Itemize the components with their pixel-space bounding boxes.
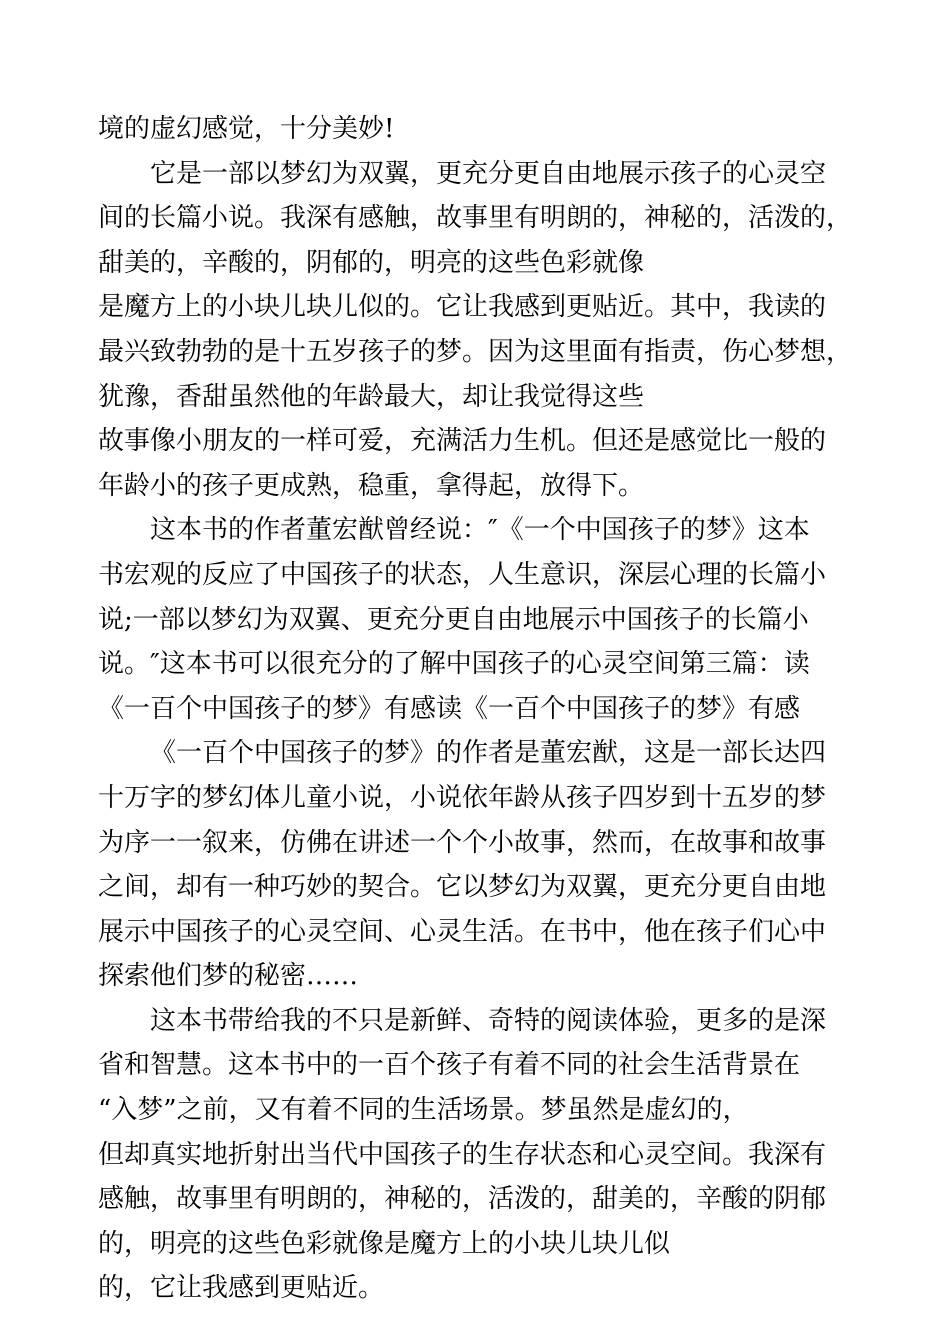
text-line: “入梦”之前，又有着不同的生活场景。梦虽然是虚幻的， (98, 1095, 749, 1126)
text-line: 说。″这本书可以很充分的了解中国孩子的心灵空间第三篇：读 (98, 649, 810, 680)
text-line: 故事像小朋友的一样可爱，充满活力生机。但还是感觉比一般的 (98, 426, 827, 457)
text-line: 之间，却有一种巧妙的契合。它以梦幻为双翼，更充分更自由地 (98, 872, 827, 903)
text-line: 境的虚幻感觉，十分美妙! (98, 114, 395, 144)
text-line: 探索他们梦的秘密…… (98, 961, 359, 992)
text-line: 说;一部以梦幻为双翼、更充分更自由地展示中国孩子的长篇小 (98, 604, 809, 635)
text-line: 省和智慧。这本书中的一百个孩子有着不同的社会生活背景在 (98, 1050, 801, 1081)
text-line: 十万字的梦幻体儿童小说，小说依年龄从孩子四岁到十五岁的梦 (98, 782, 827, 813)
text-line: 《一百个中国孩子的梦》有感读《一百个中国孩子的梦》有感 (98, 693, 801, 724)
text-line: 犹豫，香甜虽然他的年龄最大，却让我觉得这些 (98, 381, 645, 412)
text-line: 的，明亮的这些色彩就像是魔方上的小块儿块儿似 (98, 1228, 671, 1259)
text-line: 是魔方上的小块儿块儿似的。它让我感到更贴近。其中，我读的 (98, 292, 827, 323)
text-line: 最兴致勃勃的是十五岁孩子的梦。因为这里面有指责，伤心梦想， (98, 336, 853, 367)
text-line: 这本书的作者董宏猷曾经说：″《一个中国孩子的梦》这本 (150, 515, 810, 546)
text-line: 这本书带给我的不只是新鲜、奇特的阅读体验，更多的是深 (150, 1005, 827, 1036)
text-line: 为序一一叙来，仿佛在讲述一个个小故事，然而，在故事和故事 (98, 827, 827, 858)
text-line: 的，它让我感到更贴近。 (98, 1273, 385, 1304)
text-line: 《一百个中国孩子的梦》的作者是董宏猷，这是一部长达四 (150, 738, 827, 769)
text-line: 间的长篇小说。我深有感触，故事里有明朗的，神秘的，活泼的， (98, 203, 853, 234)
text-line: 甜美的，辛酸的，阴郁的，明亮的这些色彩就像 (98, 247, 645, 278)
text-line: 它是一部以梦幻为双翼，更充分更自由地展示孩子的心灵空 (150, 158, 827, 189)
text-line: 但却真实地折射出当代中国孩子的生存状态和心灵空间。我深有 (98, 1139, 827, 1170)
text-line: 年龄小的孩子更成熟，稳重，拿得起，放得下。 (98, 470, 645, 501)
body-text (98, 107, 888, 1311)
text-line: 书宏观的反应了中国孩子的状态，人生意识，深层心理的长篇小 (98, 559, 827, 590)
text-line: 展示中国孩子的心灵空间、心灵生活。在书中，他在孩子们心中 (98, 916, 827, 947)
text-line: 感触，故事里有明朗的，神秘的，活泼的，甜美的，辛酸的阴郁 (98, 1184, 827, 1215)
